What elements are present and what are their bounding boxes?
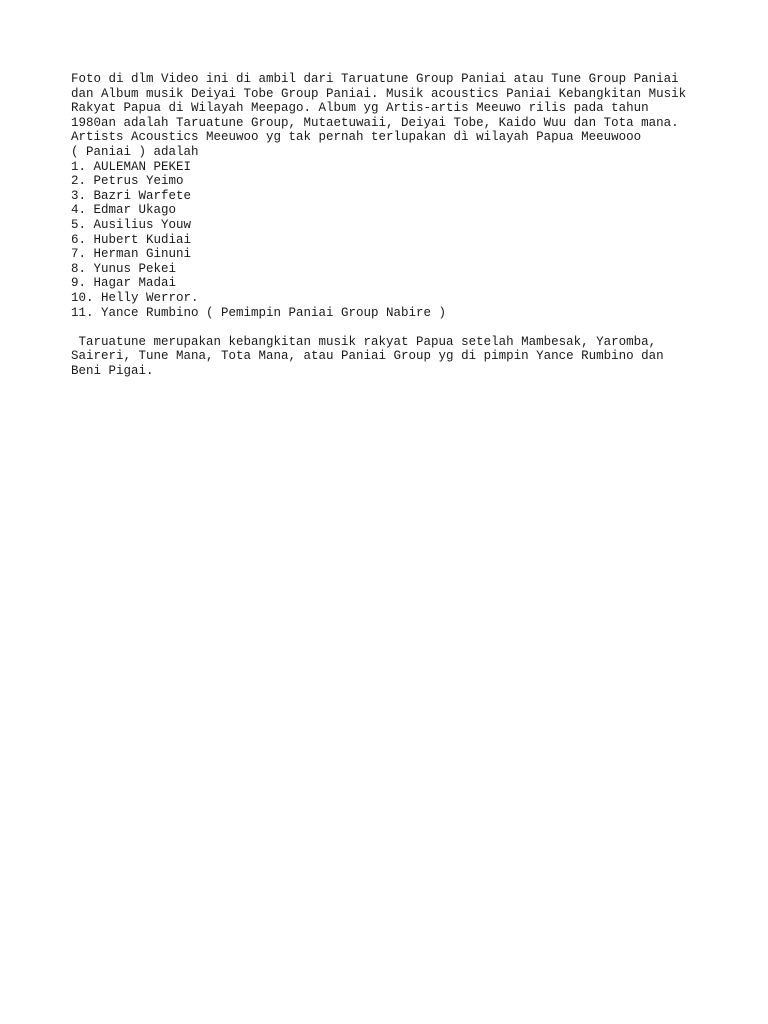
list-item: 10. Helly Werror. [71, 290, 199, 305]
text-line: 1980an adalah Taruatune Group, Mutaetuwaii, Deiyai Tobe, Kaido Wuu dan Tota mana. [71, 115, 679, 130]
artist-list [71, 160, 711, 321]
list-item: 7. Herman Ginuni [71, 247, 192, 262]
text-line: ( Paniai ) adalah [71, 144, 199, 159]
text-line: Taruatune merupakan kebangkitan musik rakyat Papua setelah Mambesak, Yaromba, [71, 334, 657, 349]
list-item: 8. Yunus Pekei [71, 261, 177, 276]
text-line: Foto di dlm Video ini di ambil dari Taruatune Group Paniai atau Tune Group Paniai [71, 72, 679, 86]
text-line: Saireri, Tune Mana, Tota Mana, atau Paniai Group yg di pimpin Yance Rumbino dan [71, 349, 664, 364]
text-line: dan Album musik Deiyai Tobe Group Paniai. Musik acoustics Paniai Kebangkitan Musik [71, 86, 687, 101]
text-line: Artists Acoustics Meeuwoo yg tak pernah terlupakan dì wilayah Papua Meeuwooo [71, 130, 642, 145]
list-item: 4. Edmar Ukago [71, 203, 177, 218]
closing-paragraph [71, 335, 711, 379]
paragraph-gap [71, 320, 711, 335]
list-item: 9. Hagar Madai [71, 276, 177, 291]
document-page [71, 72, 711, 378]
list-item: 6. Hubert Kudiai [71, 232, 192, 247]
text-line: Rakyat Papua di Wilayah Meepago. Album yg Artis-artis Meeuwo rilis pada tahun [71, 101, 649, 116]
list-item: 3. Bazri Warfete [71, 188, 192, 203]
list-item: 2. Petrus Yeimo [71, 174, 184, 189]
list-item: 5. Ausilius Youw [71, 217, 192, 232]
text-line: Beni Pigai. [71, 363, 154, 378]
intro-paragraph [71, 72, 711, 160]
list-item: 11. Yance Rumbino ( Pemimpin Paniai Group Nabire ) [71, 305, 447, 320]
list-item: 1. AULEMAN PEKEI [71, 159, 192, 174]
